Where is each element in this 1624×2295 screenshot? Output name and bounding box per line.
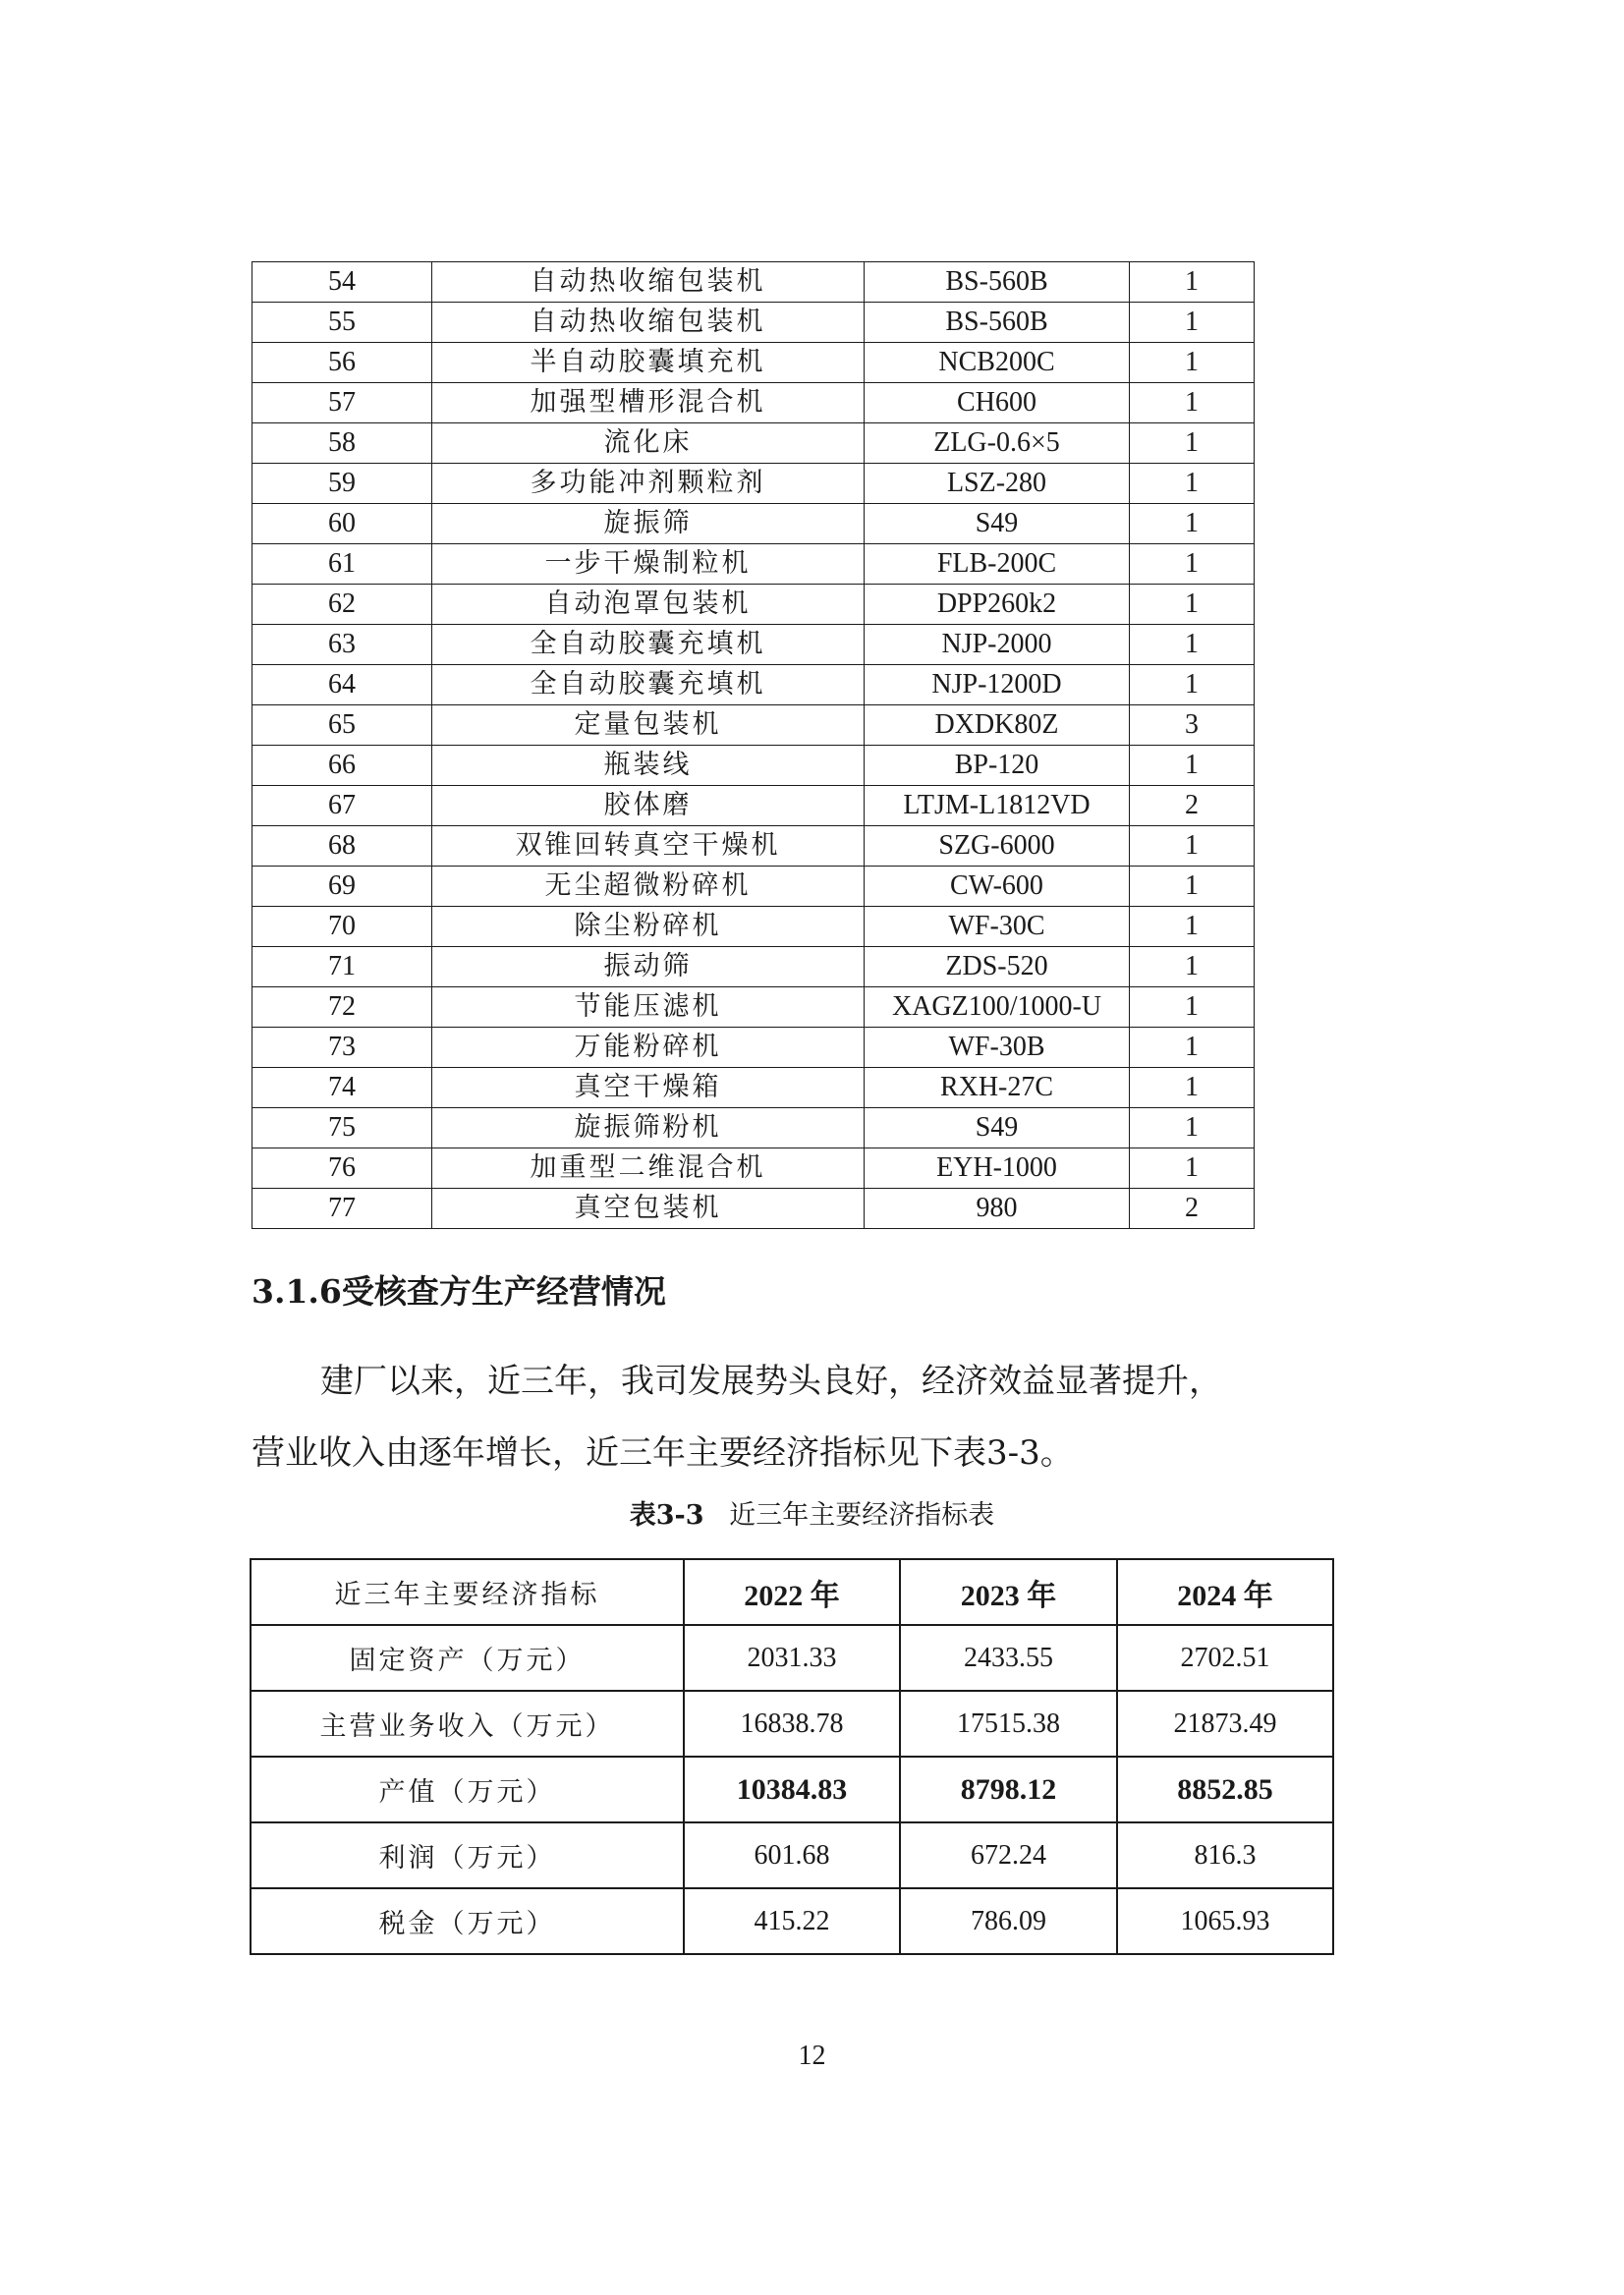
equipment-name: 双锥回转真空干燥机	[432, 826, 865, 867]
equipment-name: 一步干燥制粒机	[432, 544, 865, 585]
equipment-model: BS-560B	[865, 303, 1130, 343]
equipment-model: SZG-6000	[865, 826, 1130, 867]
equipment-table	[252, 261, 1255, 1229]
equipment-qty: 1	[1130, 262, 1255, 303]
equipment-row	[252, 585, 1255, 625]
equipment-row	[252, 1068, 1255, 1108]
equipment-no: 56	[252, 343, 432, 383]
econ-row-value: 21873.49	[1117, 1691, 1333, 1757]
table-caption-number: 表3-3	[629, 1500, 704, 1531]
equipment-model: S49	[865, 504, 1130, 544]
equipment-no: 74	[252, 1068, 432, 1108]
equipment-no: 77	[252, 1189, 432, 1229]
equipment-qty: 1	[1130, 907, 1255, 947]
table-caption	[0, 1498, 1624, 1534]
equipment-no: 65	[252, 705, 432, 746]
equipment-model: NJP-1200D	[865, 665, 1130, 705]
econ-header-year-2024: 2024 年	[1117, 1559, 1333, 1625]
equipment-model: ZLG-0.6×5	[865, 423, 1130, 464]
equipment-row	[252, 423, 1255, 464]
equipment-row	[252, 383, 1255, 423]
econ-row	[251, 1888, 1333, 1954]
econ-row-label: 产值（万元）	[251, 1757, 684, 1822]
equipment-no: 63	[252, 625, 432, 665]
econ-header-indicator: 近三年主要经济指标	[251, 1559, 684, 1625]
equipment-model: CW-600	[865, 867, 1130, 907]
equipment-name: 加强型槽形混合机	[432, 383, 865, 423]
equipment-model: RXH-27C	[865, 1068, 1130, 1108]
equipment-model: S49	[865, 1108, 1130, 1148]
equipment-no: 60	[252, 504, 432, 544]
econ-row-value: 17515.38	[900, 1691, 1117, 1757]
equipment-qty: 1	[1130, 464, 1255, 504]
equipment-no: 72	[252, 987, 432, 1028]
equipment-model: FLB-200C	[865, 544, 1130, 585]
equipment-row	[252, 625, 1255, 665]
econ-row	[251, 1691, 1333, 1757]
equipment-name: 振动筛	[432, 947, 865, 987]
equipment-no: 62	[252, 585, 432, 625]
equipment-name: 流化床	[432, 423, 865, 464]
equipment-no: 68	[252, 826, 432, 867]
equipment-qty: 1	[1130, 867, 1255, 907]
equipment-qty: 1	[1130, 343, 1255, 383]
equipment-name: 万能粉碎机	[432, 1028, 865, 1068]
equipment-model: WF-30C	[865, 907, 1130, 947]
econ-row-label: 税金（万元）	[251, 1888, 684, 1954]
equipment-model: ZDS-520	[865, 947, 1130, 987]
econ-row-value: 816.3	[1117, 1822, 1333, 1888]
equipment-row	[252, 826, 1255, 867]
equipment-name: 胶体磨	[432, 786, 865, 826]
equipment-model: XAGZ100/1000-U	[865, 987, 1130, 1028]
equipment-name: 无尘超微粉碎机	[432, 867, 865, 907]
equipment-no: 73	[252, 1028, 432, 1068]
equipment-name: 除尘粉碎机	[432, 907, 865, 947]
equipment-name: 自动热收缩包装机	[432, 262, 865, 303]
equipment-no: 55	[252, 303, 432, 343]
equipment-qty: 1	[1130, 1148, 1255, 1189]
equipment-row	[252, 303, 1255, 343]
equipment-no: 67	[252, 786, 432, 826]
econ-row	[251, 1822, 1333, 1888]
equipment-row	[252, 343, 1255, 383]
equipment-qty: 1	[1130, 383, 1255, 423]
equipment-qty: 1	[1130, 303, 1255, 343]
equipment-qty: 3	[1130, 705, 1255, 746]
equipment-table-body	[252, 262, 1255, 1229]
equipment-name: 全自动胶囊充填机	[432, 625, 865, 665]
table-caption-title: 近三年主要经济指标表	[729, 1500, 995, 1531]
equipment-name: 自动热收缩包装机	[432, 303, 865, 343]
econ-row-value: 601.68	[684, 1822, 900, 1888]
equipment-row	[252, 705, 1255, 746]
econ-row-value: 415.22	[684, 1888, 900, 1954]
equipment-row	[252, 746, 1255, 786]
equipment-model: EYH-1000	[865, 1148, 1130, 1189]
equipment-row	[252, 1148, 1255, 1189]
equipment-qty: 1	[1130, 544, 1255, 585]
econ-row-value: 1065.93	[1117, 1888, 1333, 1954]
equipment-model: 980	[865, 1189, 1130, 1229]
econ-header-row	[251, 1559, 1333, 1625]
equipment-qty: 1	[1130, 625, 1255, 665]
equipment-name: 全自动胶囊充填机	[432, 665, 865, 705]
equipment-row	[252, 1108, 1255, 1148]
econ-row-value: 786.09	[900, 1888, 1117, 1954]
equipment-model: DXDK80Z	[865, 705, 1130, 746]
equipment-model: WF-30B	[865, 1028, 1130, 1068]
equipment-model: DPP260k2	[865, 585, 1130, 625]
equipment-model: NJP-2000	[865, 625, 1130, 665]
equipment-qty: 1	[1130, 746, 1255, 786]
equipment-row	[252, 544, 1255, 585]
equipment-qty: 1	[1130, 504, 1255, 544]
equipment-no: 61	[252, 544, 432, 585]
equipment-row	[252, 464, 1255, 504]
equipment-row	[252, 786, 1255, 826]
econ-row-value: 16838.78	[684, 1691, 900, 1757]
econ-header-year-2022: 2022 年	[684, 1559, 900, 1625]
econ-header-year-2023: 2023 年	[900, 1559, 1117, 1625]
equipment-name: 多功能冲剂颗粒剂	[432, 464, 865, 504]
equipment-qty: 1	[1130, 585, 1255, 625]
econ-row	[251, 1625, 1333, 1691]
equipment-qty: 1	[1130, 1068, 1255, 1108]
paragraph-line-1: 建厂以来，近三年，我司发展势头良好，经济效益显著提升，	[320, 1362, 1222, 1401]
equipment-row	[252, 1189, 1255, 1229]
page-number: 12	[798, 2041, 826, 2071]
equipment-name: 节能压滤机	[432, 987, 865, 1028]
equipment-name: 真空包装机	[432, 1189, 865, 1229]
econ-row	[251, 1757, 1333, 1822]
table-caption-gap	[712, 1500, 721, 1531]
equipment-model: CH600	[865, 383, 1130, 423]
equipment-no: 64	[252, 665, 432, 705]
equipment-model: BS-560B	[865, 262, 1130, 303]
equipment-no: 59	[252, 464, 432, 504]
equipment-qty: 2	[1130, 786, 1255, 826]
equipment-no: 75	[252, 1108, 432, 1148]
equipment-name: 自动泡罩包装机	[432, 585, 865, 625]
equipment-name: 真空干燥箱	[432, 1068, 865, 1108]
equipment-qty: 1	[1130, 826, 1255, 867]
equipment-row	[252, 907, 1255, 947]
equipment-row	[252, 947, 1255, 987]
equipment-name: 旋振筛粉机	[432, 1108, 865, 1148]
economic-indicators-table	[250, 1558, 1334, 1955]
equipment-model: LSZ-280	[865, 464, 1130, 504]
econ-row-value: 10384.83	[684, 1757, 900, 1822]
econ-row-label: 固定资产（万元）	[251, 1625, 684, 1691]
equipment-name: 旋振筛	[432, 504, 865, 544]
equipment-model: LTJM-L1812VD	[865, 786, 1130, 826]
equipment-qty: 1	[1130, 1028, 1255, 1068]
equipment-no: 70	[252, 907, 432, 947]
equipment-row	[252, 987, 1255, 1028]
equipment-qty: 1	[1130, 665, 1255, 705]
equipment-qty: 1	[1130, 423, 1255, 464]
equipment-row	[252, 665, 1255, 705]
econ-row-value: 8852.85	[1117, 1757, 1333, 1822]
equipment-no: 71	[252, 947, 432, 987]
equipment-name: 加重型二维混合机	[432, 1148, 865, 1189]
equipment-no: 57	[252, 383, 432, 423]
equipment-name: 瓶装线	[432, 746, 865, 786]
equipment-model: NCB200C	[865, 343, 1130, 383]
equipment-no: 54	[252, 262, 432, 303]
equipment-qty: 2	[1130, 1189, 1255, 1229]
equipment-qty: 1	[1130, 947, 1255, 987]
econ-row-value: 672.24	[900, 1822, 1117, 1888]
equipment-name: 半自动胶囊填充机	[432, 343, 865, 383]
econ-row-value: 8798.12	[900, 1757, 1117, 1822]
equipment-no: 66	[252, 746, 432, 786]
econ-row-label: 主营业务收入（万元）	[251, 1691, 684, 1757]
equipment-row	[252, 1028, 1255, 1068]
econ-table-body	[251, 1625, 1333, 1954]
equipment-no: 69	[252, 867, 432, 907]
equipment-qty: 1	[1130, 1108, 1255, 1148]
paragraph-line-2: 营业收入由逐年增长，近三年主要经济指标见下表3-3。	[252, 1433, 1074, 1473]
equipment-no: 76	[252, 1148, 432, 1189]
equipment-row	[252, 867, 1255, 907]
section-heading: 3.1.6受核查方生产经营情况	[252, 1272, 666, 1311]
equipment-no: 58	[252, 423, 432, 464]
equipment-model: BP-120	[865, 746, 1130, 786]
econ-row-value: 2031.33	[684, 1625, 900, 1691]
equipment-qty: 1	[1130, 987, 1255, 1028]
equipment-name: 定量包装机	[432, 705, 865, 746]
econ-row-value: 2433.55	[900, 1625, 1117, 1691]
equipment-row	[252, 262, 1255, 303]
econ-row-label: 利润（万元）	[251, 1822, 684, 1888]
econ-row-value: 2702.51	[1117, 1625, 1333, 1691]
equipment-row	[252, 504, 1255, 544]
